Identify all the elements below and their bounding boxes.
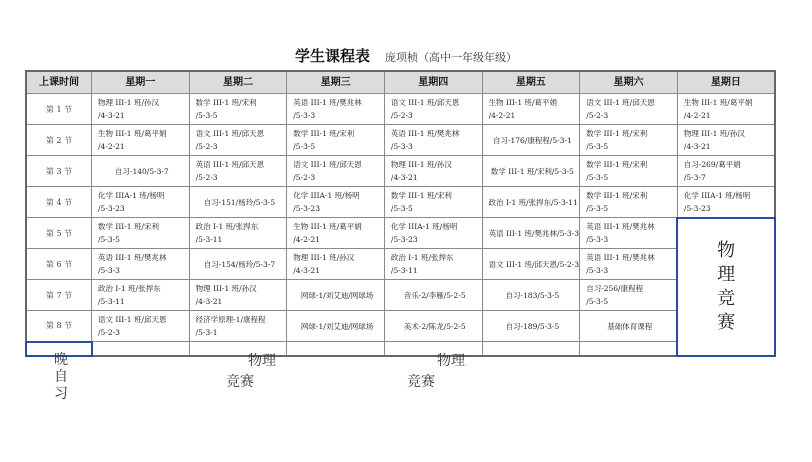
course-line-1: 语文 III-1 班/邱天恩 [586, 98, 655, 107]
course-cell-sat [580, 94, 678, 125]
evening-row [26, 342, 775, 356]
course-line-2: /5-3-5 [586, 173, 609, 182]
course-line-2: /5-3-23 [98, 204, 125, 213]
course-line-1: 物理 III-1 班/孙汉 [293, 253, 355, 262]
course-line-1: 政治 I-1 班/张捍东 [98, 284, 161, 293]
note-char: 理 [717, 263, 736, 285]
course-line-2: /5-3-23 [683, 203, 711, 213]
course-line-1: 语文 III-1 班/邱天恩 [293, 160, 362, 169]
course-cell-fri [482, 125, 580, 156]
course-line-1: 物理 III-1 班/孙汉 [195, 284, 257, 293]
course-line-1: 生物 III-1 班/葛平娟 [683, 98, 753, 107]
course-line-2: /5-3-3 [390, 142, 413, 151]
course-line-2: /5-2-3 [293, 173, 316, 182]
course-line-1: 英语 III-1 班/邱天恩 [195, 160, 265, 169]
course-line-2: /5-3-3 [586, 235, 609, 244]
course-line-2: /4-3-21 [293, 266, 320, 275]
course-cell-wed [287, 94, 385, 125]
course-cell-sat [580, 187, 678, 218]
handwritten-evening-study-note [54, 352, 68, 403]
evening-cell-mon [92, 342, 190, 356]
course-line-2: /5-3-5 [586, 142, 609, 151]
period-label: 第 1 节 [26, 94, 92, 125]
course-cell-fri [482, 94, 580, 125]
period-row-6 [26, 249, 775, 280]
header-day-sat: 星期六 [580, 71, 678, 94]
course-line-1: 政治 I-1 班/张捍东/5-3-11 [488, 197, 578, 207]
course-line-2: /5-2-3 [195, 142, 218, 151]
course-cell-wed [287, 311, 385, 342]
period-label: 第 4 节 [26, 187, 92, 218]
course-cell-tue [189, 94, 287, 125]
course-line-1: 化学 IIIA-1 班/杨明 [98, 191, 165, 200]
course-cell-thu [384, 156, 482, 187]
note-char: 赛 [717, 311, 736, 333]
course-line-2: /5-3-23 [390, 235, 418, 244]
course-line-2: /5-3-5 [586, 297, 609, 306]
course-line-2: /4-3-21 [390, 173, 418, 182]
course-line-1: 英语 III-1 班/樊兆林 [586, 253, 655, 262]
course-line-1: 经济学原理-1/康程程 [195, 315, 266, 324]
course-line-1: 政治 I-1 班/张捍东 [390, 253, 454, 262]
period-label: 第 8 节 [26, 311, 92, 342]
course-cell-mon [92, 125, 190, 156]
evening-cell-sat [580, 342, 678, 356]
course-line-1: 基础体育课程 [607, 321, 653, 331]
course-line-1: 英语 III-1 班/樊兆林/5-3-3 [488, 228, 579, 238]
course-line-1: 英语 III-1 班/樊兆林 [98, 253, 167, 262]
course-line-2: /4-2-21 [488, 111, 516, 120]
course-cell-wed [287, 156, 385, 187]
student-name: 庞项桢（高中一年级年级） [385, 51, 518, 64]
evening-cell-fri [482, 342, 580, 356]
course-line-2: /5-3-1 [195, 328, 218, 337]
course-line-1: 数学 III-1 班/宋利 [390, 191, 452, 200]
course-line-2: /5-3-11 [98, 297, 125, 306]
course-cell-sat [580, 218, 678, 249]
course-cell-sun [677, 125, 775, 156]
course-cell-sun [677, 156, 775, 187]
course-line-1: 政治 I-1 班/张捍东 [195, 222, 259, 231]
course-line-2: /5-3-3 [586, 266, 609, 275]
course-line-1: 英语 III-1 班/樊兆林 [586, 222, 655, 231]
course-cell-wed [287, 218, 385, 249]
page-title: 学生课程表 [294, 47, 370, 65]
course-line-1: 自习-176/康程程/5-3-1 [492, 135, 572, 145]
handwritten-wednesday-competition-note [409, 351, 465, 393]
course-line-1: 音乐-2/李雁/5-2-5 [403, 290, 466, 300]
course-cell-mon [92, 94, 190, 125]
course-line-1: 生物 III-1 班/葛平娟 [293, 222, 362, 231]
period-row-5 [26, 218, 775, 249]
course-cell-thu [384, 280, 482, 311]
header-day-mon: 星期一 [92, 71, 190, 94]
course-line-1: 语文 III-1 班/邱天恩 [195, 129, 265, 138]
note-char: 竞 [717, 287, 736, 309]
table-header-row [26, 71, 775, 94]
note-line-2: 竞赛 [407, 374, 435, 390]
course-cell-mon [92, 280, 190, 311]
header-day-wed: 星期三 [287, 71, 385, 94]
course-line-1: 自习-151/杨玲/5-3-5 [203, 197, 276, 207]
course-cell-sun [677, 187, 775, 218]
period-label: 第 7 节 [26, 280, 92, 311]
course-line-1: 美术-2/陈龙/5-2-5 [403, 321, 466, 331]
course-line-1: 化学 IIIA-1 班/杨明 [293, 191, 360, 200]
course-cell-sat [580, 249, 678, 280]
course-line-1: 物理 III-1 班/孙汉 [390, 160, 452, 169]
course-line-1: 网球-1/刘艾迪/网球场 [300, 290, 374, 300]
table-body [26, 94, 775, 356]
course-cell-sat [580, 280, 678, 311]
course-cell-thu [384, 125, 482, 156]
course-cell-sat [580, 156, 678, 187]
course-line-1: 物理 III-1 班/孙汉 [98, 98, 159, 107]
course-line-2: /5-2-3 [98, 328, 120, 337]
course-cell-mon [92, 156, 190, 187]
course-line-2: /4-3-21 [683, 142, 711, 151]
course-line-2: /4-2-21 [293, 235, 320, 244]
course-line-1: 英语 III-1 班/樊兆林 [390, 129, 460, 138]
period-label: 第 3 节 [26, 156, 92, 187]
course-line-1: 自习-269/葛平娟 [683, 160, 741, 169]
course-cell-sat [580, 311, 678, 342]
course-line-2: /5-3-23 [293, 204, 320, 213]
course-line-2: /5-3-11 [390, 266, 418, 275]
period-row-4 [26, 187, 775, 218]
course-cell-thu [384, 311, 482, 342]
course-line-1: 语文 III-1 班/邱天恩 [390, 98, 460, 107]
course-line-1: 数学 III-1 班/宋利 [586, 160, 648, 169]
note-char: 自 [54, 369, 68, 385]
course-line-1: 生物 III-1 班/葛平娟 [98, 129, 167, 138]
course-cell-wed [287, 280, 385, 311]
header-day-fri: 星期五 [482, 71, 580, 94]
course-line-1: 生物 III-1 班/葛平娟 [488, 98, 558, 107]
evening-cell-wed [287, 342, 385, 356]
note-char: 习 [54, 386, 68, 402]
course-line-1: 语文 III-1 班/邱天恩 [98, 315, 167, 324]
course-cell-mon [92, 249, 190, 280]
header-day-sun: 星期日 [677, 71, 775, 94]
course-schedule-table [25, 70, 776, 357]
course-line-2: /5-3-3 [98, 266, 120, 275]
course-line-2: /5-2-3 [195, 173, 218, 182]
course-line-1: 数学 III-1 班/宋利 [195, 98, 257, 107]
course-line-2: /5-3-7 [683, 173, 706, 182]
course-cell-mon [92, 187, 190, 218]
course-line-1: 自习-154/杨玲/5-3-7 [203, 259, 276, 269]
course-line-1: 物理 III-1 班/孙汉 [683, 129, 745, 138]
course-cell-wed [287, 125, 385, 156]
course-line-1: 自习-183/5-3-5 [505, 290, 560, 300]
course-line-2: /5-3-5 [293, 142, 316, 151]
course-cell-wed [287, 249, 385, 280]
header-day-tue: 星期二 [189, 71, 287, 94]
course-line-1: 网球-1/刘艾迪/网球场 [300, 321, 374, 331]
course-cell-sun [677, 94, 775, 125]
schedule-title-bar [0, 45, 812, 66]
course-cell-tue [189, 218, 287, 249]
handwritten-monday-competition-note [228, 351, 276, 393]
note-line-2: 竞赛 [226, 374, 254, 390]
course-cell-fri [482, 249, 580, 280]
course-line-1: 自习-189/5-3-5 [505, 321, 560, 331]
course-line-1: 化学 IIIA-1 班/杨明 [390, 222, 458, 231]
course-cell-mon [92, 218, 190, 249]
course-line-2: /4-3-21 [98, 111, 125, 120]
course-cell-wed [287, 187, 385, 218]
course-cell-tue [189, 249, 287, 280]
course-cell-tue [189, 311, 287, 342]
course-line-1: 数学 III-1 班/宋利 [98, 222, 159, 231]
note-char: 物 [717, 239, 736, 261]
course-line-2: /5-2-3 [586, 111, 609, 120]
course-line-2: /5-3-5 [98, 235, 120, 244]
course-line-2: /5-3-11 [195, 235, 223, 244]
course-line-2: /5-3-3 [293, 111, 316, 120]
period-row-8 [26, 311, 775, 342]
course-cell-fri [482, 311, 580, 342]
course-cell-tue [189, 156, 287, 187]
course-line-1: 自习-256/康程程 [586, 284, 644, 293]
course-cell-fri [482, 280, 580, 311]
note-line-1: 物理 [248, 353, 276, 369]
period-row-1 [26, 94, 775, 125]
period-row-2 [26, 125, 775, 156]
course-cell-thu [384, 187, 482, 218]
period-row-7 [26, 280, 775, 311]
course-cell-tue [189, 280, 287, 311]
course-line-2: /5-3-5 [586, 204, 609, 213]
header-time: 上课时间 [26, 71, 92, 94]
course-cell-thu [384, 249, 482, 280]
course-line-1: 数学 III-1 班/宋利 [293, 129, 355, 138]
course-line-2: /5-3-5 [390, 204, 413, 213]
period-label: 第 5 节 [26, 218, 92, 249]
course-line-1: 英语 III-1 班/樊兆林 [293, 98, 362, 107]
course-line-1: 化学 IIIA-1 班/杨明 [683, 190, 751, 200]
course-line-1: 数学 III-1 班/宋利 [586, 129, 648, 138]
note-line-1: 物理 [437, 353, 465, 369]
course-cell-fri [482, 218, 580, 249]
note-char: 晚 [54, 352, 68, 368]
course-line-1: 语文 III-1 班/邱天恩/5-2-3 [488, 259, 579, 269]
course-cell-fri [482, 187, 580, 218]
course-cell-thu [384, 94, 482, 125]
course-line-1: 自习-140/5-3-7 [114, 166, 169, 176]
course-cell-tue [189, 187, 287, 218]
course-cell-mon [92, 311, 190, 342]
course-cell-thu [384, 218, 482, 249]
course-line-2: /5-2-3 [390, 111, 413, 120]
period-label: 第 2 节 [26, 125, 92, 156]
course-line-2: /4-2-21 [98, 142, 125, 151]
period-label: 第 6 节 [26, 249, 92, 280]
course-line-2: /4-3-21 [195, 297, 223, 306]
period-row-3 [26, 156, 775, 187]
course-line-1: 数学 III-1 班/宋利 [586, 191, 648, 200]
course-line-2: /5-3-5 [195, 111, 218, 120]
course-line-1: 数学 III-1 班/宋利/5-3-5 [490, 166, 574, 176]
course-line-2: /4-2-21 [683, 111, 711, 120]
course-cell-fri [482, 156, 580, 187]
sunday-physics-competition-note [677, 218, 775, 356]
header-day-thu: 星期四 [384, 71, 482, 94]
course-cell-sat [580, 125, 678, 156]
course-cell-tue [189, 125, 287, 156]
